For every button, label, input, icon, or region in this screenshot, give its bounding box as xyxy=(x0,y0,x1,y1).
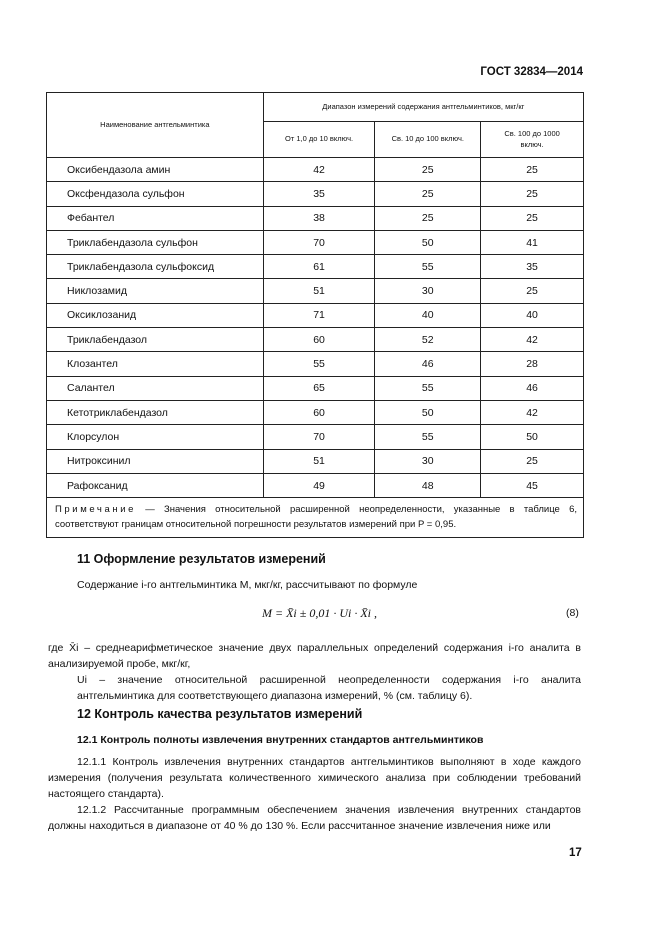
uncertainty-value: 60 xyxy=(263,400,375,424)
uncertainty-value: 30 xyxy=(375,279,481,303)
table-note xyxy=(47,498,584,538)
paragraph-12-1-1: 12.1.1 Контроль извлечения внутренних стандартов антгельминтиков выполняют в ходе каждого измерения (получения результата количественного химического анализа при соблюдении требований настоящего стандарта). xyxy=(48,756,581,800)
standard-number: ГОСТ 32834—2014 xyxy=(480,66,583,78)
anthelmintic-name: Кетотриклабендазол xyxy=(47,400,264,424)
uncertainty-value: 55 xyxy=(375,376,481,400)
uncertainty-value: 50 xyxy=(375,230,481,254)
uncertainty-value: 65 xyxy=(263,376,375,400)
column-header-range: От 1,0 до 10 включ. xyxy=(263,122,375,158)
uncertainty-value: 55 xyxy=(375,425,481,449)
uncertainty-table xyxy=(46,92,584,538)
table-row xyxy=(47,255,584,279)
uncertainty-value: 40 xyxy=(375,303,481,327)
uncertainty-value: 71 xyxy=(263,303,375,327)
formula-number: (8) xyxy=(566,607,579,619)
uncertainty-value: 35 xyxy=(481,255,584,279)
uncertainty-value: 61 xyxy=(263,255,375,279)
uncertainty-value: 52 xyxy=(375,328,481,352)
anthelmintic-name: Триклабендазола сульфон xyxy=(47,230,264,254)
uncertainty-value: 38 xyxy=(263,206,375,230)
table-row xyxy=(47,230,584,254)
table-row xyxy=(47,303,584,327)
section-11-heading: 11 Оформление результатов измерений xyxy=(77,552,326,566)
uncertainty-value: 70 xyxy=(263,425,375,449)
page-number: 17 xyxy=(569,847,582,859)
uncertainty-value: 50 xyxy=(375,400,481,424)
table-row xyxy=(47,376,584,400)
uncertainty-value: 25 xyxy=(481,279,584,303)
uncertainty-value: 42 xyxy=(263,158,375,182)
formula-8: M = X̄i ± 0,01 · Ui · X̄i , xyxy=(262,606,378,620)
uncertainty-value: 28 xyxy=(481,352,584,376)
uncertainty-value: 46 xyxy=(375,352,481,376)
table-row xyxy=(47,158,584,182)
uncertainty-value: 70 xyxy=(263,230,375,254)
uncertainty-value: 25 xyxy=(375,158,481,182)
anthelmintic-name: Клозантел xyxy=(47,352,264,376)
uncertainty-value: 25 xyxy=(481,206,584,230)
column-header-range: Св. 10 до 100 включ. xyxy=(375,122,481,158)
column-header-range-group: Диапазон измерений содержания антгельминтиков, мкг/кг xyxy=(263,93,583,122)
column-header-name: Наименование антгельминтика xyxy=(47,93,264,158)
table-row xyxy=(47,206,584,230)
note-text: — Значения относительной расширенной неопределенности, указанные в таблице 6, соответствуют границам относительной погрешности результатов измерений при P = 0,95. xyxy=(55,504,577,531)
anthelmintic-name: Нитроксинил xyxy=(47,449,264,473)
uncertainty-value: 55 xyxy=(263,352,375,376)
uncertainty-value: 30 xyxy=(375,449,481,473)
uncertainty-value: 40 xyxy=(481,303,584,327)
uncertainty-value: 48 xyxy=(375,473,481,497)
uncertainty-value: 25 xyxy=(375,182,481,206)
table-row xyxy=(47,279,584,303)
uncertainty-value: 46 xyxy=(481,376,584,400)
uncertainty-value: 25 xyxy=(481,449,584,473)
uncertainty-value: 35 xyxy=(263,182,375,206)
table-row xyxy=(47,425,584,449)
anthelmintic-name: Оксибендазола амин xyxy=(47,158,264,182)
section-12-heading: 12 Контроль качества результатов измерений xyxy=(77,707,363,721)
uncertainty-value: 41 xyxy=(481,230,584,254)
table-row xyxy=(47,328,584,352)
paragraph-12-1-2: 12.1.2 Рассчитанные программным обеспечением значения извлечения внутренних стандартов должны находиться в диапазоне от 40 % до 130 %. Если рассчитанное значение извлечения ниже или xyxy=(48,804,581,832)
uncertainty-value: 60 xyxy=(263,328,375,352)
uncertainty-value: 42 xyxy=(481,328,584,352)
table-row xyxy=(47,352,584,376)
anthelmintic-name: Оксфендазола сульфон xyxy=(47,182,264,206)
uncertainty-value: 51 xyxy=(263,449,375,473)
anthelmintic-name: Рафоксанид xyxy=(47,473,264,497)
section-12-1-heading: 12.1 Контроль полноты извлечения внутренних стандартов антгельминтиков xyxy=(77,734,484,746)
table-row xyxy=(47,449,584,473)
table-row xyxy=(47,400,584,424)
anthelmintic-name: Никлозамид xyxy=(47,279,264,303)
section-11-intro: Содержание i-го антгельминтика M, мкг/кг, рассчитывают по формуле xyxy=(77,579,418,591)
uncertainty-value: 50 xyxy=(481,425,584,449)
uncertainty-value: 51 xyxy=(263,279,375,303)
column-header-range: Св. 100 до 1000 включ. xyxy=(481,122,584,158)
anthelmintic-name: Триклабендазола сульфоксид xyxy=(47,255,264,279)
uncertainty-value: 25 xyxy=(481,182,584,206)
table-row xyxy=(47,473,584,497)
uncertainty-value: 42 xyxy=(481,400,584,424)
where-definition-u: Ui – значение относительной расширенной неопределенности содержания i-го аналита антгельминтика для соответствующего диапазона измерений, % (см. таблицу 6). xyxy=(77,674,581,702)
note-label: Примечание xyxy=(55,504,136,516)
table-row xyxy=(47,182,584,206)
uncertainty-value: 25 xyxy=(481,158,584,182)
anthelmintic-name: Клорсулон xyxy=(47,425,264,449)
anthelmintic-name: Салантел xyxy=(47,376,264,400)
anthelmintic-name: Фебантел xyxy=(47,206,264,230)
anthelmintic-name: Триклабендазол xyxy=(47,328,264,352)
uncertainty-value: 55 xyxy=(375,255,481,279)
uncertainty-value: 49 xyxy=(263,473,375,497)
uncertainty-value: 25 xyxy=(375,206,481,230)
anthelmintic-name: Оксиклозанид xyxy=(47,303,264,327)
where-definition-x: где X̄i – среднеарифметическое значение двух параллельных определений содержания i-го аналита в анализируемой пробе, мкг/кг, xyxy=(48,642,581,670)
uncertainty-value: 45 xyxy=(481,473,584,497)
